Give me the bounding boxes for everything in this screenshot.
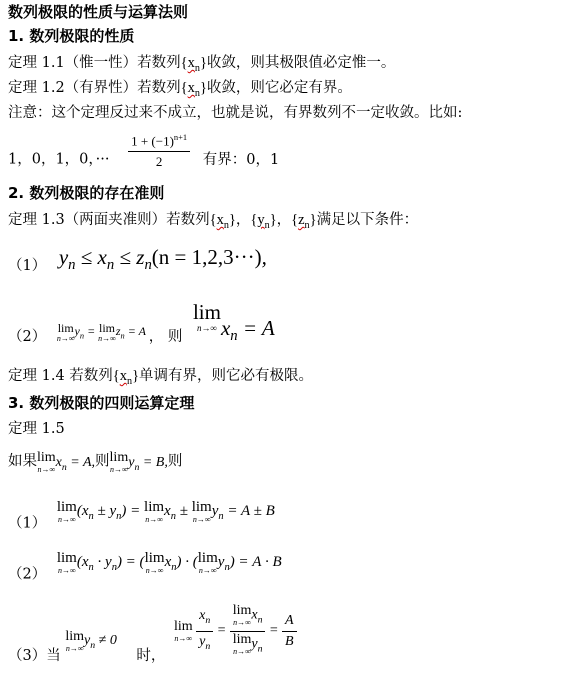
page-title: 数列极限的性质与运算法则	[8, 3, 189, 21]
condition-2: （2） lim n→∞ $y_n$ = lim n→∞ $z_n = A$ ， 则 lim n→∞ $x_n = A$	[8, 300, 275, 345]
rule-quotient: （3）当 lim n→∞ $y_n \ne 0$ 时， lim n→∞ $\frac{x_n}{y_n}$ = lim n→∞ $x_n$ lim n→∞ $y_n$ = $\frac{A}{B}$	[8, 604, 297, 665]
section-1-heading: 1. 数列极限的性质	[8, 27, 135, 45]
section-2-heading: 2. 数列极限的存在准则	[8, 184, 165, 202]
rule-product: （2） lim n→∞ $(x_n \cdot y_n)$ = ( lim n→∞ $x_n$) · ( lim n→∞ $y_n) = A \cdot B$	[8, 550, 282, 583]
sequence-xn: $\{x_n\}$	[180, 55, 207, 74]
note-text: 注意：这个定理反过来不成立，也就是说，有界数列不一定收敛。比如:	[8, 105, 463, 121]
condition-1: （1） $y_n \le x_n \le z_n(n = 1,2,3\cdot\cdot\cdot)$,	[8, 245, 267, 274]
example-fraction: $\frac{1 + (-1)^{n+1}}{2}$	[128, 128, 190, 171]
sequence-xn: $\{x_n\}$	[180, 80, 207, 99]
if-clause: 如果 lim n→∞ $x_n = A$,则 lim n→∞ $y_n = B$,则	[8, 450, 183, 474]
example-sequence: 1，0，1，0，···	[8, 151, 110, 168]
squeeze-inequality: $y_n \le x_n \le z_n(n = 1,2,3\cdot\cdot\cdot)$,	[58, 245, 267, 274]
theorem-1-1: 定理 1.1（惟一性）若数列$\{x_n\}$收敛，则其极限值必定惟一。	[8, 55, 396, 74]
theorem-1-2: 定理 1.2（有界性）若数列$\{x_n\}$收敛，则它必定有界。	[8, 80, 352, 99]
theorem-1-4: 定理 1.4 若数列$\{x_n\}$单调有界，则它必有极限。	[8, 368, 314, 387]
section-3-heading: 3. 数列极限的四则运算定理	[8, 394, 195, 412]
theorem-1-5: 定理 1.5	[8, 421, 65, 437]
nonzero-condition: lim n→∞ $y_n \ne 0$	[65, 628, 121, 653]
rule-sum: （1） lim n→∞ $(x_n \pm y_n)$ = lim n→∞ $x_n$ ± lim n→∞ $y_n = A \pm B$	[8, 499, 275, 532]
quotient-formula: lim n→∞ $\frac{x_n}{y_n}$ = lim n→∞ $x_n$ lim n→∞ $y_n$ = $\frac{A}{B}$	[174, 623, 297, 638]
theorem-1-3: 定理 1.3（两面夹准则）若数列$\{x_n\}$，$\{y_n\}$，$\{z_n\}$满足以下条件：	[8, 212, 419, 231]
limit-conclusion: lim n→∞ $x_n = A$	[192, 300, 275, 345]
bounded-example	[8, 128, 279, 171]
example-bounds: 有界：0，1	[202, 151, 280, 168]
limit-condition: lim n→∞ $y_n$ = lim n→∞ $z_n = A$	[56, 320, 149, 343]
